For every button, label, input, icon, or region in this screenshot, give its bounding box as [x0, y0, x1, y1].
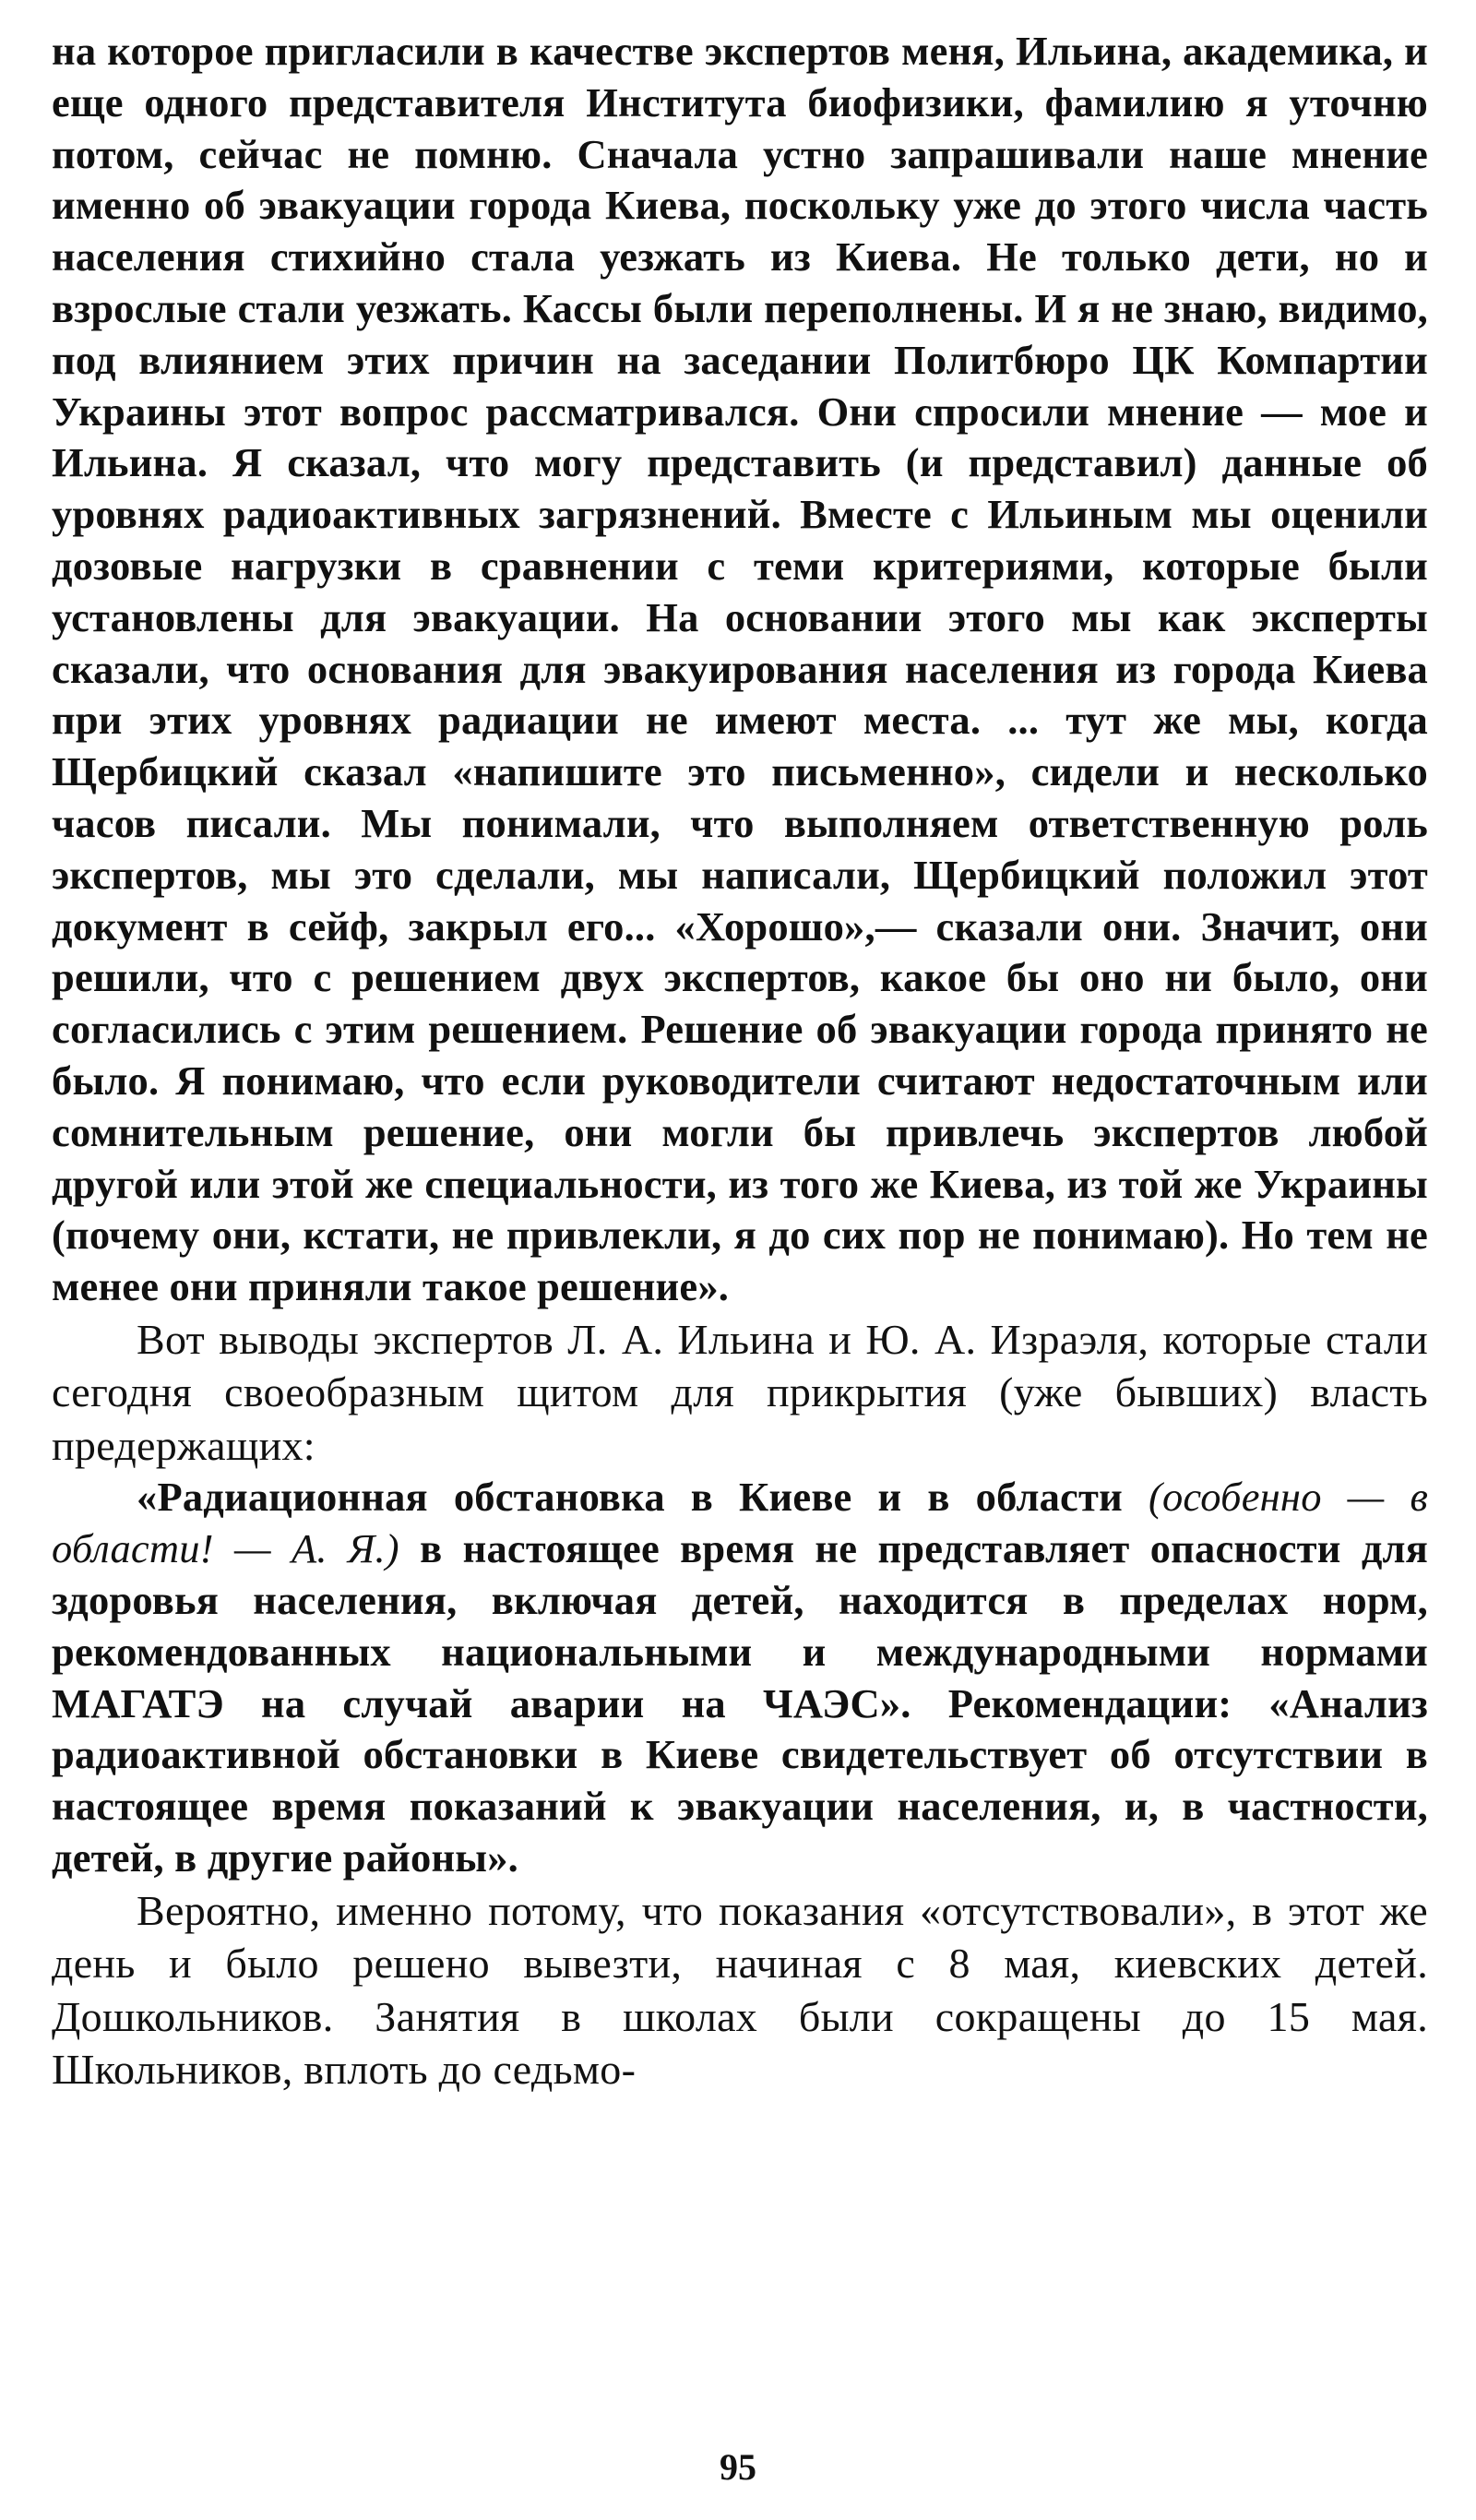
page-number: 95	[720, 2446, 756, 2488]
body-paragraph-evacuation: Вероятно, именно потому, что показания «отсутствовали», в этот же день и было решено вывезти, начиная с 8 мая, киевских детей. Дошкольников. Занятия в школах были сокращены до 15 мая. Школьников, вплоть до седьмо-	[52, 1886, 1428, 2094]
quote-paragraph-bold: на которое пригласили в качестве экспертов меня, Ильина, академика, и еще одного представителя Института биофизики, фамилию я уточню потом, сейчас не помню. Сначала устно запрашивали наше мнение именно об эвакуации города Киева, поскольку уже до этого числа часть населения стихийно стала уезжать из Киева. Не только дети, но и взрослые стали уезжать. Кассы были переполнены. И я не знаю, видимо, под влиянием этих причин на заседании Политбюро ЦК Компартии Украины этот вопрос рассматривался. Они спросили мнение — мое и Ильина. Я сказал, что могу представить (и представил) данные об уровнях радиоактивных загрязнений. Вместе с Ильиным мы оценили дозовые нагрузки в сравнении с теми критериями, которые были установлены для эвакуации. На основании этого мы как эксперты сказали, что основания для эвакуирования населения из города Киева при этих уровнях радиации не имеют места. ... тут же мы, когда Щербицкий сказал «напишите это письменно», сидели и несколько часов писали. Мы понимали, что выполняем ответственную роль экспертов, мы это сделали, мы написали, Щербицкий положил этот документ в сейф, закрыл его... «Хорошо»,— сказали они. Значит, они решили, что с решением двух экспертов, какое бы оно ни было, они согласились с этим решением. Решение об эвакуации города принято не было. Я понимаю, что если руководители считают недостаточным или сомнительным решение, они могли бы привлечь экспертов любой другой или этой же специальности, из того же Киева, из той же Украины (почему они, кстати, не привлекли, я до сих пор не понимаю). Но тем не менее они приняли такое решение».	[52, 28, 1428, 1310]
body-paragraph-experts: Вот выводы экспертов Л. А. Ильина и Ю. А. Израэля, которые стали сегодня своеобразным щитом для прикрытия (уже бывших) власть предержащих:	[52, 1315, 1428, 1469]
quote-part-1: «Радиационная обстановка в Киеве и в области	[137, 1474, 1149, 1521]
page-body	[52, 26, 1428, 2096]
quote-part-2: в настоящее время не представляет опасности для здоровья населения, включая детей, находится в пределах норм, рекомендованных национальными и международными нормами МАГАТЭ на случай аварии на ЧАЭС». Рекомендации: «Анализ радиоактивной обстановки в Киеве свидетельствует об отсутствии в настоящее время показаний к эвакуации населения, и, в частности, детей, в другие районы».	[52, 1525, 1428, 1881]
quote-author-remark: (особенно — в области! — А. Я.)	[52, 1474, 1428, 1572]
quote-paragraph-conclusions	[52, 1472, 1428, 1883]
